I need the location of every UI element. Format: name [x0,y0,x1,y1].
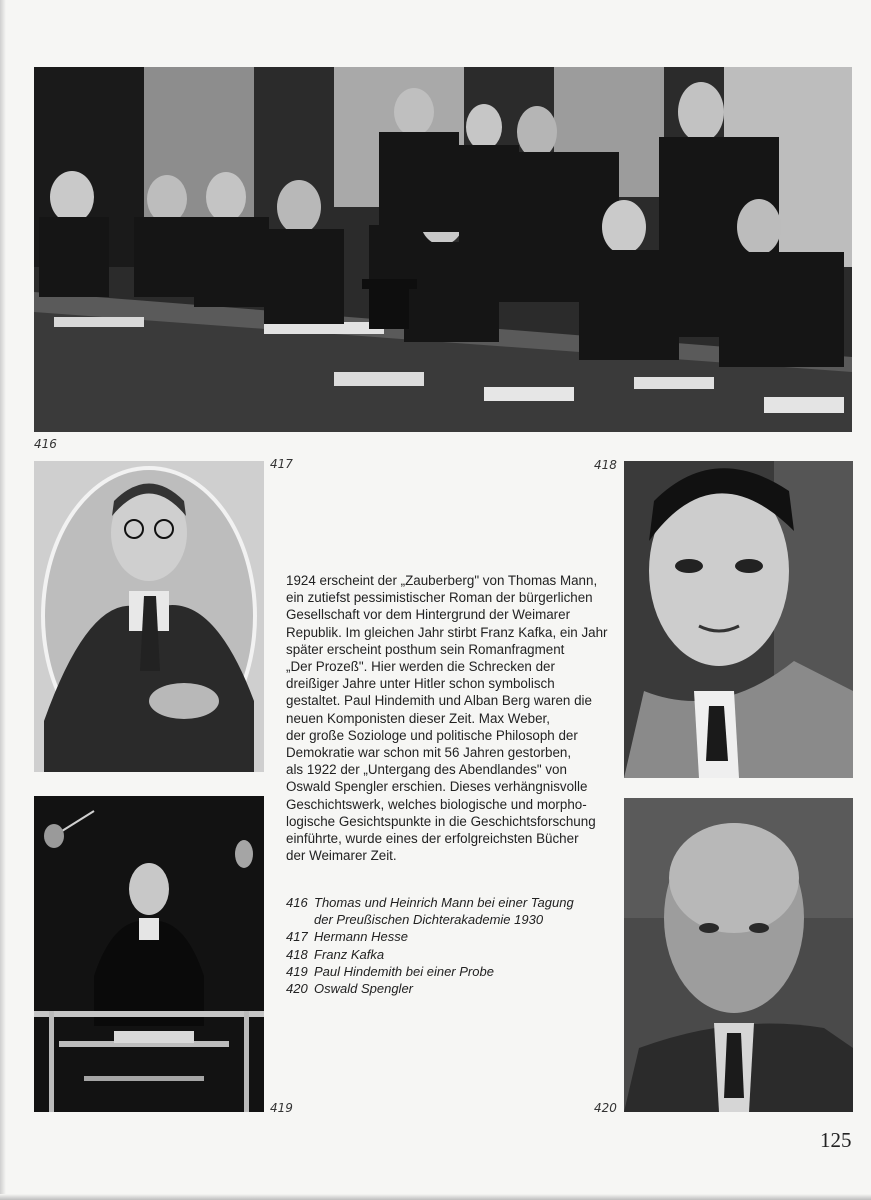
body-line: gestaltet. Paul Hindemith und Alban Berg waren die [286,693,592,709]
caption-number: 418 [286,946,308,962]
body-line: als 1922 der „Untergang des Abendlandes" von [286,762,567,778]
caption-text: Hermann Hesse [314,929,408,945]
caption-text: der Preußischen Dichterakademie 1930 [314,912,544,928]
body-line: 1924 erscheint der „Zauberberg" von Thomas Mann, [286,573,598,588]
caption-text: Thomas und Heinrich Mann bei einer Tagung [314,895,574,910]
caption-420 [286,980,616,997]
photo-417-hermann-hesse [34,461,264,772]
figure-number-419: 419 [270,1101,293,1115]
photo-416-academy-meeting [34,67,852,432]
page-number: 125 [820,1128,852,1152]
photo-419-paul-hindemith [34,796,264,1112]
caption-number: 419 [286,963,308,979]
body-line: „Der Prozeß". Hier werden die Schrecken der [286,659,555,675]
body-line: der große Soziologe und politische Philosoph der [286,727,578,743]
body-text [286,572,606,864]
photo-420-oswald-spengler [624,798,853,1112]
body-line: Geschichtswerk, welches biologische und morpho- [286,796,587,812]
caption-416 [286,894,616,911]
caption-text: Paul Hindemith bei einer Probe [314,963,494,979]
caption-number: 416 [286,895,308,910]
body-line: Gesellschaft vor dem Hintergrund der Weimarer [286,607,571,623]
body-line: einführte, wurde eines der erfolgreichsten Bücher [286,831,579,847]
body-line: neuen Komponisten dieser Zeit. Max Weber, [286,710,550,726]
caption-417 [286,928,616,945]
body-line: Oswald Spengler erschien. Dieses verhängnisvolle [286,779,588,795]
caption-text: Franz Kafka [314,946,385,962]
body-line: dreißiger Jahre unter Hitler schon symbolisch [286,676,555,692]
caption-number: 417 [286,929,308,945]
figure-number-420: 420 [594,1101,617,1115]
page-binding-edge [0,0,6,1200]
body-line: der Weimarer Zeit. [286,848,397,864]
caption-416-continued [286,911,616,928]
body-line: später erscheint posthum sein Romanfragment [286,641,565,657]
body-line: Demokratie war schon mit 56 Jahren gestorben, [286,745,572,761]
figure-number-417: 417 [270,457,293,471]
caption-number: 420 [286,981,308,997]
caption-419 [286,963,616,980]
caption-list [286,894,616,997]
photo-418-franz-kafka [624,461,853,778]
caption-418 [286,946,616,963]
page-bottom-edge [0,1194,871,1200]
body-line: ein zutiefst pessimistischer Roman der bürgerlichen [286,590,593,606]
figure-number-416: 416 [34,437,57,451]
body-line: Republik. Im gleichen Jahr stirbt Franz Kafka, ein Jahr [286,624,608,640]
body-line: logische Gesichtspunkte in die Geschichtsforschung [286,813,596,829]
figure-number-418: 418 [594,458,617,472]
caption-text: Oswald Spengler [314,981,413,997]
